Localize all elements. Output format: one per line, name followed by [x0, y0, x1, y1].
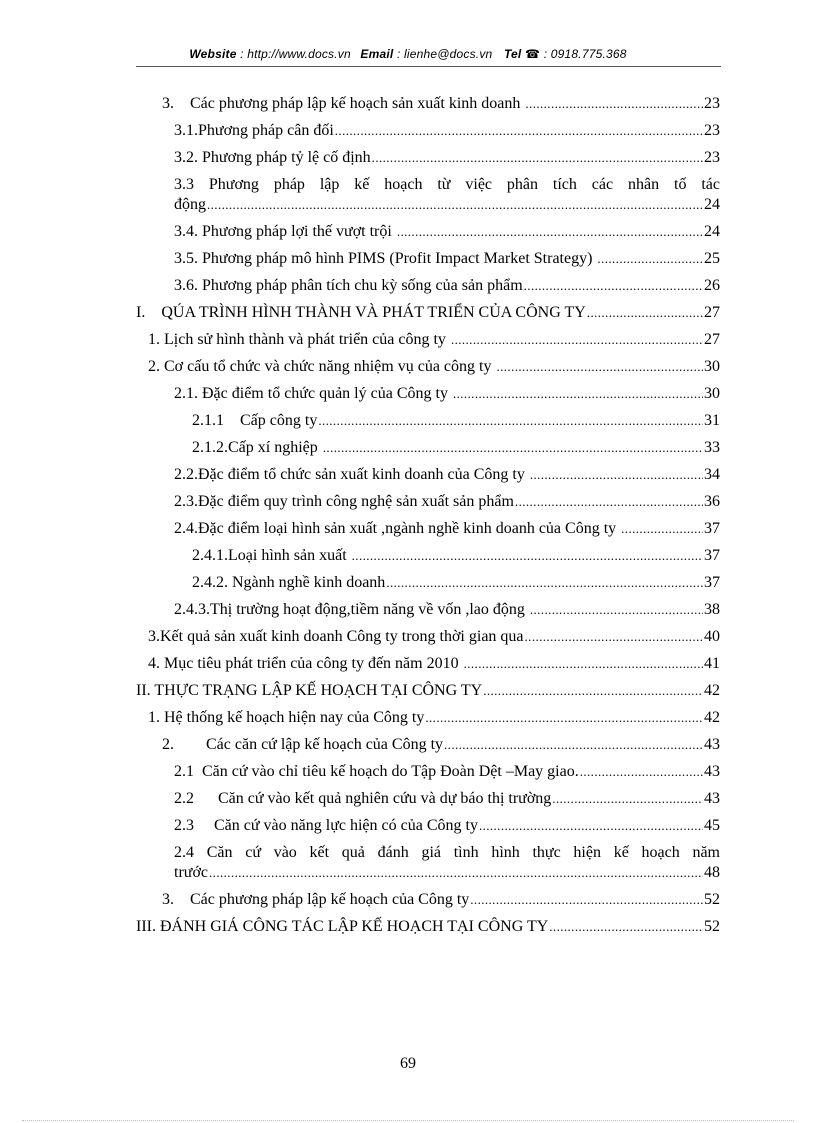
website-url[interactable]: http://www.docs.vn	[247, 47, 351, 61]
toc-entry[interactable]	[136, 573, 720, 593]
toc-entry[interactable]	[136, 816, 720, 836]
toc-entry-label: 2.4 Căn cứ vào kết quả đánh giá tình hình thực hiện kế hoạch năm	[174, 844, 720, 861]
toc-entry-label: 3.2. Phương pháp tỷ lệ cố định	[174, 149, 371, 166]
dot-leader	[451, 330, 703, 350]
toc-entry[interactable]	[136, 546, 720, 566]
toc-entry[interactable]	[136, 384, 720, 404]
dot-leader	[464, 654, 703, 674]
toc-entry-page: 23	[704, 122, 720, 139]
toc-entry[interactable]	[136, 303, 720, 323]
toc-entry-label: 3. Các phương pháp lập kế hoạch của Công ty	[162, 891, 470, 908]
toc-entry-page: 37	[704, 574, 720, 591]
dot-leader	[335, 121, 703, 141]
dot-leader	[207, 195, 703, 215]
toc-entry-label: 2.1.1 Cấp công ty	[192, 412, 318, 429]
toc-entry-page: 26	[704, 277, 720, 294]
toc-entry-label: 4. Mục tiêu phát triển của công ty đến năm 2010	[148, 655, 463, 672]
toc-entry-page: 30	[704, 385, 720, 402]
toc-entry-page: 24	[704, 196, 720, 213]
toc-entry[interactable]	[136, 627, 720, 647]
toc-entry-label: III. ĐÁNH GIÁ CÔNG TÁC LẬP KẾ HOẠCH TẠI CÔNG TY	[136, 918, 549, 935]
toc-entry-page: 25	[704, 250, 720, 267]
toc-entry-label: 2.4.3.Thị trường hoạt động,tiềm năng về vốn ,lao động	[174, 601, 529, 618]
dot-leader	[483, 681, 703, 701]
dot-leader	[372, 148, 703, 168]
website-label: Website	[189, 47, 237, 61]
toc-entry[interactable]	[136, 411, 720, 431]
toc-entry-page: 40	[704, 628, 720, 645]
toc-entry-label-continued: trước	[174, 864, 209, 881]
toc-entry[interactable]	[136, 249, 720, 269]
toc-entry[interactable]	[136, 465, 720, 485]
toc-entry[interactable]	[136, 708, 720, 728]
dot-leader	[318, 411, 703, 431]
toc-entry-label: 2. Cơ cấu tổ chức và chức năng nhiệm vụ của công ty	[148, 358, 496, 375]
toc-entry[interactable]	[136, 492, 720, 512]
dot-leader	[549, 917, 703, 937]
toc-entry-page: 42	[704, 709, 720, 726]
dot-leader	[453, 384, 703, 404]
dot-leader	[479, 816, 703, 836]
toc-entry[interactable]	[136, 681, 720, 701]
dot-leader	[524, 276, 703, 296]
toc-entry-page: 52	[704, 918, 720, 935]
dot-leader	[323, 438, 703, 458]
toc-entry[interactable]	[136, 654, 720, 674]
dot-leader	[386, 573, 703, 593]
toc-entry[interactable]	[136, 843, 720, 883]
toc-entry[interactable]	[136, 762, 720, 782]
toc-entry-page: 27	[704, 331, 720, 348]
toc-entry-label: 2. Các căn cứ lập kế hoạch của Công ty	[162, 736, 444, 753]
toc-entry-page: 38	[704, 601, 720, 618]
toc-entry-page: 41	[704, 655, 720, 672]
toc-entry-label: 2.4.2. Ngành nghề kinh doanh	[192, 574, 386, 591]
dot-leader	[397, 222, 703, 242]
email-label: Email	[360, 47, 394, 61]
toc-entry-page: 36	[704, 493, 720, 510]
toc-entry[interactable]	[136, 357, 720, 377]
toc-entry-page: 43	[704, 763, 720, 780]
toc-entry-label: 2.2.Đặc điểm tổ chức sản xuất kinh doanh của Công ty	[174, 466, 529, 483]
email-address[interactable]: lienhe@docs.vn	[404, 47, 493, 61]
toc-entry[interactable]	[136, 222, 720, 242]
dot-leader	[496, 357, 703, 377]
toc-entry-label-continued: động	[174, 196, 206, 213]
dot-leader	[352, 546, 703, 566]
toc-entry-page: 37	[704, 547, 720, 564]
table-of-contents	[136, 94, 720, 944]
toc-entry-label: 1. Hệ thống kế hoạch hiện nay của Công ty	[148, 709, 425, 726]
toc-entry-label: 3.4. Phương pháp lợi thế vượt trội	[174, 223, 396, 240]
dot-leader	[597, 249, 703, 269]
toc-entry-page: 27	[704, 304, 720, 321]
toc-entry-label: 2.2 Căn cứ vào kết quả nghiên cứu và dự báo thị trường	[174, 790, 552, 807]
toc-entry-page: 52	[704, 891, 720, 908]
dot-leader	[587, 303, 703, 323]
toc-entry-page: 42	[704, 682, 720, 699]
dot-leader	[525, 627, 703, 647]
toc-entry-page: 30	[704, 358, 720, 375]
toc-entry[interactable]	[136, 121, 720, 141]
toc-entry-page: 45	[704, 817, 720, 834]
toc-entry-label: II. THỰC TRẠNG LẬP KẾ HOẠCH TẠI CÔNG TY	[136, 682, 483, 699]
dot-leader	[425, 708, 703, 728]
dot-leader	[525, 94, 703, 114]
toc-entry[interactable]	[136, 600, 720, 620]
toc-entry-label: 2.3.Đặc điểm quy trình công nghệ sản xuất sản phẩm	[174, 493, 514, 510]
toc-entry-label: 3.6. Phương pháp phân tích chu kỳ sống của sản phẩm	[174, 277, 523, 294]
toc-entry-label: 3.5. Phương pháp mô hình PIMS (Profit Impact Market Strategy)	[174, 250, 597, 267]
page-number: 69	[400, 1055, 416, 1072]
dot-leader	[580, 762, 703, 782]
toc-entry-page: 48	[704, 864, 720, 881]
toc-entry-label: 2.4.1.Loại hình sản xuất	[192, 547, 351, 564]
toc-entry[interactable]	[136, 890, 720, 910]
toc-entry[interactable]	[136, 519, 720, 539]
toc-entry[interactable]	[136, 276, 720, 296]
phone-icon: ☎	[525, 47, 541, 61]
toc-entry-label: I. QÚA TRÌNH HÌNH THÀNH VÀ PHÁT TRIỂN CỦA CÔNG TY	[136, 304, 586, 321]
toc-entry-page: 37	[704, 520, 720, 537]
toc-entry-page: 43	[704, 736, 720, 753]
header-divider	[136, 66, 721, 67]
toc-entry-label: 3.1.Phương pháp cân đối	[174, 122, 334, 139]
toc-entry-label: 1. Lịch sử hình thành và phát triển của công ty	[148, 331, 450, 348]
dot-leader	[209, 863, 703, 883]
toc-entry-page: 23	[704, 149, 720, 166]
footer-divider	[22, 1120, 794, 1121]
toc-entry-page: 43	[704, 790, 720, 807]
toc-entry-label: 2.1. Đặc điểm tổ chức quản lý của Công ty	[174, 385, 452, 402]
toc-entry-label: 3. Các phương pháp lập kế hoạch sản xuất kinh doanh	[162, 95, 525, 112]
toc-entry[interactable]	[136, 789, 720, 809]
toc-entry-page: 33	[704, 439, 720, 456]
dot-leader	[515, 492, 703, 512]
toc-entry-page: 34	[704, 466, 720, 483]
toc-entry-label: 2.4.Đặc điểm loại hình sản xuất ,ngành nghề kinh doanh của Công ty	[174, 520, 621, 537]
dot-leader	[530, 600, 703, 620]
toc-entry-label: 3.Kết quả sản xuất kinh doanh Công ty trong thời gian qua	[148, 628, 524, 645]
page-header: Website : http://www.docs.vn Email : lienhe@docs.vn Tel ☎ : 0918.775.368	[189, 47, 627, 61]
toc-entry-label: 2.3 Căn cứ vào năng lực hiện có của Công ty	[174, 817, 478, 834]
toc-entry-page: 31	[704, 412, 720, 429]
toc-entry[interactable]	[136, 148, 720, 168]
toc-entry[interactable]	[136, 330, 720, 350]
toc-entry-label: 3.3 Phương pháp lập kế hoạch từ việc phân tích các nhân tố tác	[174, 176, 720, 193]
toc-entry[interactable]	[136, 438, 720, 458]
toc-entry[interactable]	[136, 94, 720, 114]
toc-entry-page: 24	[704, 223, 720, 240]
toc-entry-label: 2.1 Căn cứ vào chỉ tiêu kế hoạch do Tập Đoàn Dệt –May giao.	[174, 763, 579, 780]
toc-entry-page: 23	[704, 95, 720, 112]
toc-entry[interactable]	[136, 735, 720, 755]
dot-leader	[621, 519, 703, 539]
tel-label: Tel	[503, 47, 522, 61]
toc-entry[interactable]	[136, 917, 720, 937]
dot-leader	[444, 735, 703, 755]
dot-leader	[470, 890, 703, 910]
tel-number: 0918.775.368	[550, 47, 627, 61]
toc-entry[interactable]	[136, 175, 720, 215]
toc-entry-label: 2.1.2.Cấp xí nghiệp	[192, 439, 322, 456]
dot-leader	[552, 789, 703, 809]
dot-leader	[530, 465, 703, 485]
